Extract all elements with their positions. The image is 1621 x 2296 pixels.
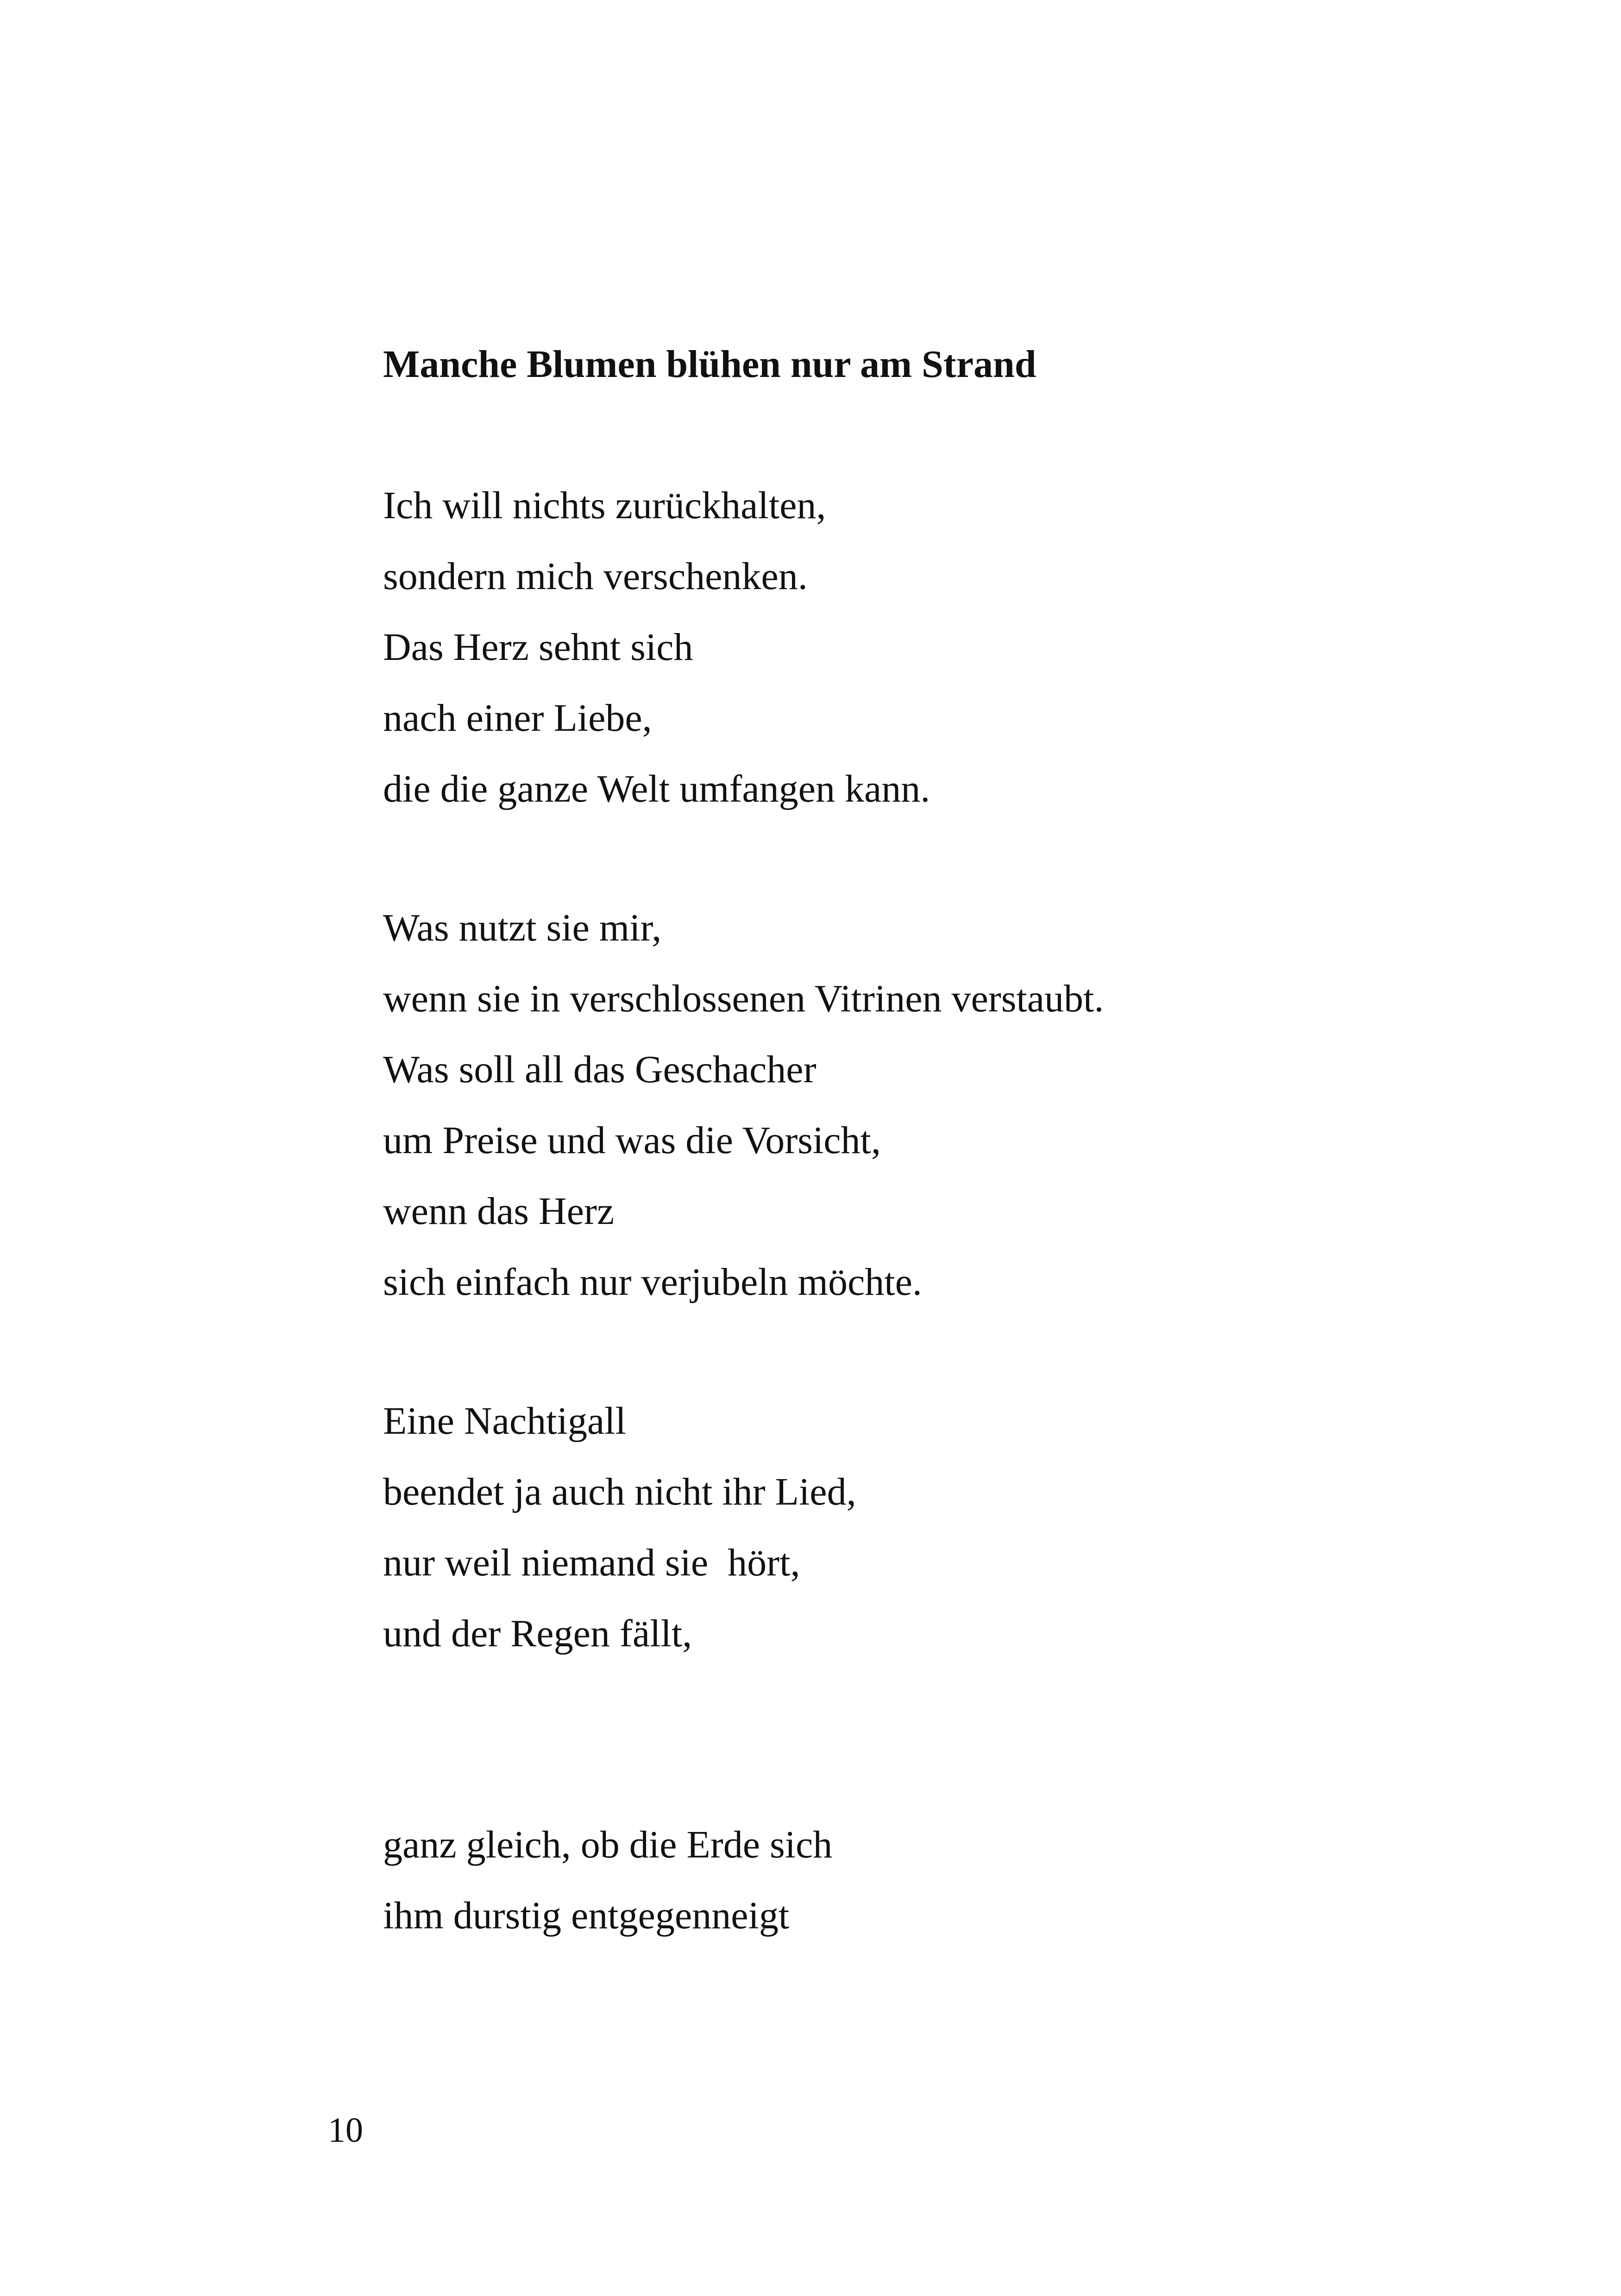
page-number: 10 — [328, 2111, 363, 2150]
poem-line: nach einer Liebe, — [383, 696, 652, 740]
poem-line: Das Herz sehnt sich — [383, 626, 693, 669]
poem-line: nur weil niemand sie hört, — [383, 1541, 800, 1584]
poem-line: Ich will nichts zurückhalten, — [383, 484, 826, 527]
poem-line: Eine Nachtigall — [383, 1399, 626, 1443]
poem-line: Was soll all das Geschacher — [383, 1048, 817, 1091]
poem-line: beendet ja auch nicht ihr Lied, — [383, 1470, 856, 1513]
poem-line: Was nutzt sie mir, — [383, 906, 662, 949]
poem-line: sich einfach nur verjubeln möchte. — [383, 1261, 922, 1304]
poem-line: ihm durstig entgegenneigt — [383, 1894, 790, 1937]
poem-line: sondern mich verschenken. — [383, 555, 808, 598]
poem-line: die die ganze Welt umfangen kann. — [383, 767, 930, 810]
poem-line: wenn sie in verschlossenen Vitrinen verstaubt. — [383, 977, 1104, 1020]
poem-title: Manche Blumen blühen nur am Strand — [383, 343, 1037, 386]
poem-line: ganz gleich, ob die Erde sich — [383, 1823, 833, 1866]
poem-line: und der Regen fällt, — [383, 1612, 692, 1655]
poem-line: wenn das Herz — [383, 1190, 615, 1233]
poem-line: um Preise und was die Vorsicht, — [383, 1119, 881, 1162]
